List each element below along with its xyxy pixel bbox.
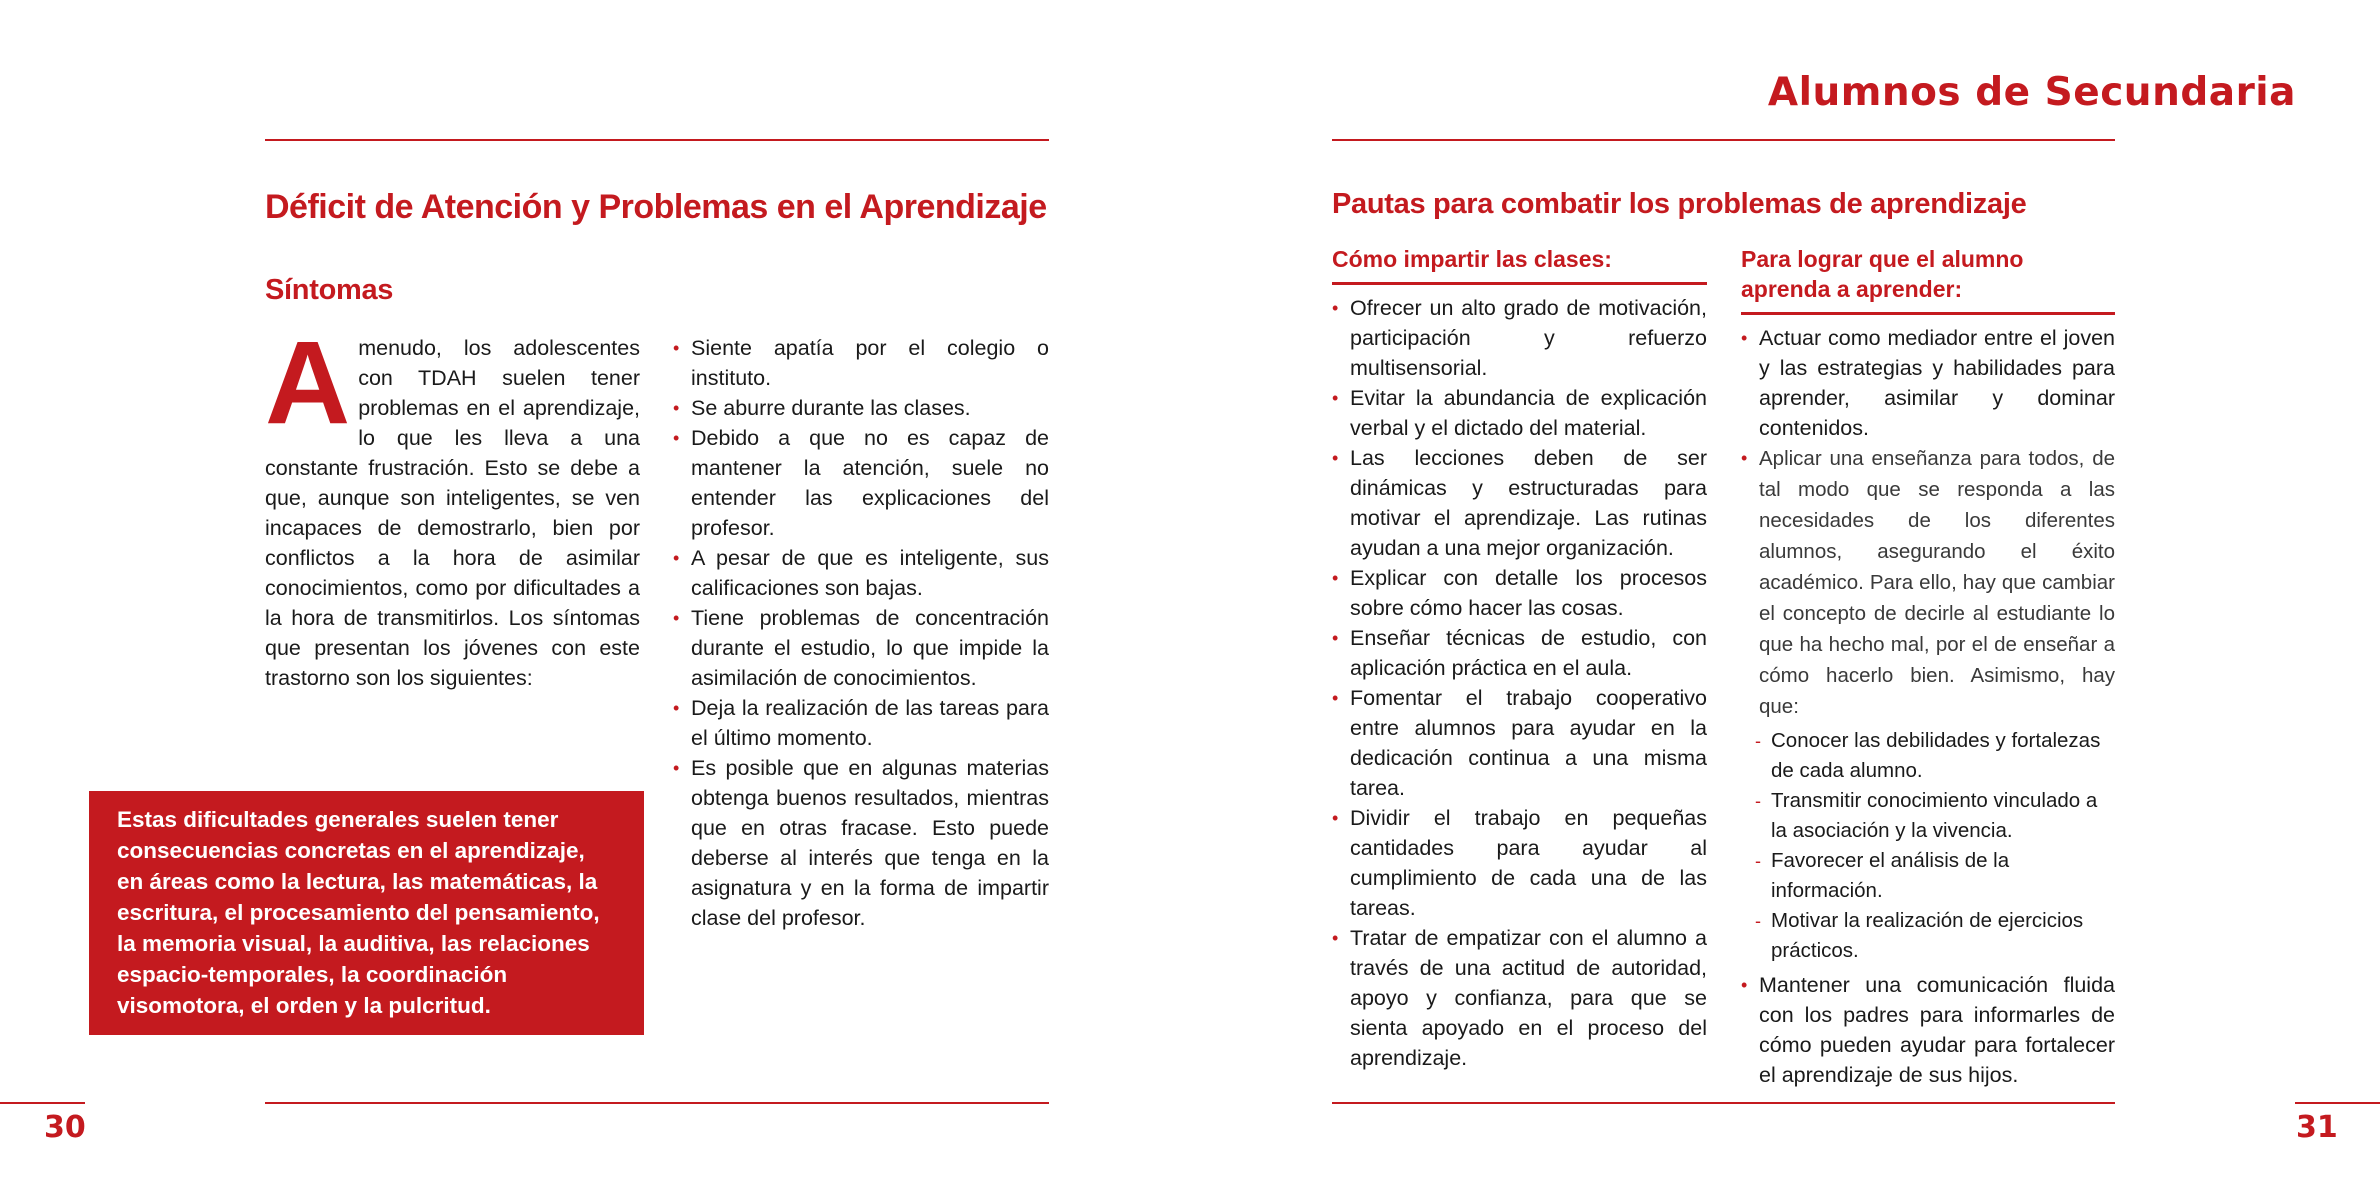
list-item: • Las lecciones deben de ser dinámicas y estructuradas para motivar el aprendizaje. Las rutinas ayudan a una mejor organización.	[1332, 443, 1707, 563]
list-item: • Se aburre durante las clases.	[673, 393, 1049, 423]
callout-text: Estas dificultades generales suelen tener consecuencias concretas en el aprendizaje, en áreas como la lectura, las matemáticas, la escritura, el procesamiento del pensamiento, la memoria visual, la auditiva, las relaciones espacio-temporales, la coordinación visomotora, el orden y la pulcritud.	[117, 807, 600, 1018]
list-item: • Debido a que no es capaz de mantener la atención, suele no entender las explicaciones del profesor.	[673, 423, 1049, 543]
teaching-heading-wrap	[1332, 244, 1707, 285]
learning-list	[1741, 323, 2115, 1090]
list-item-text: Aplicar una enseñanza para todos, de tal modo que se responda a las necesidades de los diferentes alumnos, asegurando el éxito académico. Para ello, hay que cambiar el concepto de decirle al estudiante lo que ha hecho mal, por el de enseñar a cómo hacerlo bien. Asimismo, hay que:	[1759, 447, 2115, 718]
list-item: • Actuar como mediador entre el joven y las estrategias y habilidades para aprender, asimilar y dominar contenidos.	[1741, 323, 2115, 443]
learning-heading: Para lograr que el alumno aprenda a aprender:	[1741, 246, 2024, 302]
sub-list-item: - Conocer las debilidades y fortalezas de cada alumno.	[1741, 726, 2115, 786]
learning-column	[1741, 244, 2115, 1090]
list-item: • Evitar la abundancia de explicación verbal y el dictado del material.	[1332, 383, 1707, 443]
sub-list	[1741, 726, 2115, 966]
bottom-rule-left-edge	[0, 1102, 85, 1104]
drop-cap: A	[265, 317, 351, 449]
learning-heading-wrap	[1741, 244, 2115, 315]
sub-list-item: - Motivar la realización de ejercicios prácticos.	[1741, 906, 2115, 966]
list-item: • Deja la realización de las tareas para el último momento.	[673, 693, 1049, 753]
page-number-left: 30	[44, 1110, 86, 1145]
list-item: • Enseñar técnicas de estudio, con aplicación práctica en el aula.	[1332, 623, 1707, 683]
teaching-heading: Cómo impartir las clases:	[1332, 246, 1612, 272]
intro-paragraph	[265, 317, 640, 693]
intro-text: menudo, los adolescentes con TDAH suelen tener problemas en el aprendizaje, lo que les lleva a una constante frustración. Esto se debe a que, aunque son inteligentes, se ven incapaces de demostrarlo, bien por conflictos a la hora de asimilar conocimientos, como por dificultades a la hora de transmitirlos. Los síntomas que presentan los jóvenes con este trastorno son los siguientes:	[265, 336, 640, 690]
right-page-title: Pautas para combatir los problemas de aprendizaje	[1332, 188, 2027, 220]
teaching-list	[1332, 293, 1707, 1073]
list-item: • Mantener una comunicación fluida con los padres para informarles de cómo pueden ayudar para fortalecer el aprendizaje de sus hijos.	[1741, 970, 2115, 1090]
sub-list-item: - Transmitir conocimiento vinculado a la asociación y la vivencia.	[1741, 786, 2115, 846]
list-item: • Ofrecer un alto grado de motivación, participación y refuerzo multisensorial.	[1332, 293, 1707, 383]
symptoms-list	[673, 333, 1049, 933]
list-item: • Fomentar el trabajo cooperativo entre alumnos para ayudar en la dedicación continua a una misma tarea.	[1332, 683, 1707, 803]
teaching-column	[1332, 244, 1707, 1073]
list-item: • Es posible que en algunas materias obtenga buenos resultados, mientras que en otras fracase. Esto puede deberse al interés que tenga en la asignatura y en la forma de impartir clase del profesor.	[673, 753, 1049, 933]
list-item: • Dividir el trabajo en pequeñas cantidades para ayudar al cumplimiento de cada una de las tareas.	[1332, 803, 1707, 923]
list-item: • Explicar con detalle los procesos sobre cómo hacer las cosas.	[1332, 563, 1707, 623]
symptoms-subtitle: Síntomas	[265, 274, 394, 306]
left-page-title: Déficit de Atención y Problemas en el Aprendizaje	[265, 188, 1047, 226]
highlight-callout-box	[89, 791, 644, 1035]
list-item: • Tratar de empatizar con el alumno a través de una actitud de autoridad, apoyo y confianza, para que se sienta apoyado en el proceso del aprendizaje.	[1332, 923, 1707, 1073]
section-title: Alumnos de Secundaria	[1767, 70, 2296, 115]
top-rule-right	[1332, 139, 2115, 141]
page-number-right: 31	[2296, 1110, 2338, 1145]
list-item: • Siente apatía por el colegio o instituto.	[673, 333, 1049, 393]
list-item	[1741, 443, 2115, 966]
sub-list-item: - Favorecer el análisis de la información.	[1741, 846, 2115, 906]
bottom-rule-right	[1332, 1102, 2115, 1104]
bottom-rule-right-edge	[2295, 1102, 2380, 1104]
list-item: • Tiene problemas de concentración durante el estudio, lo que impide la asimilación de conocimientos.	[673, 603, 1049, 693]
list-item: • A pesar de que es inteligente, sus calificaciones son bajas.	[673, 543, 1049, 603]
symptoms-list-column	[673, 333, 1049, 933]
bottom-rule-left	[265, 1102, 1049, 1104]
top-rule-left	[265, 139, 1049, 141]
